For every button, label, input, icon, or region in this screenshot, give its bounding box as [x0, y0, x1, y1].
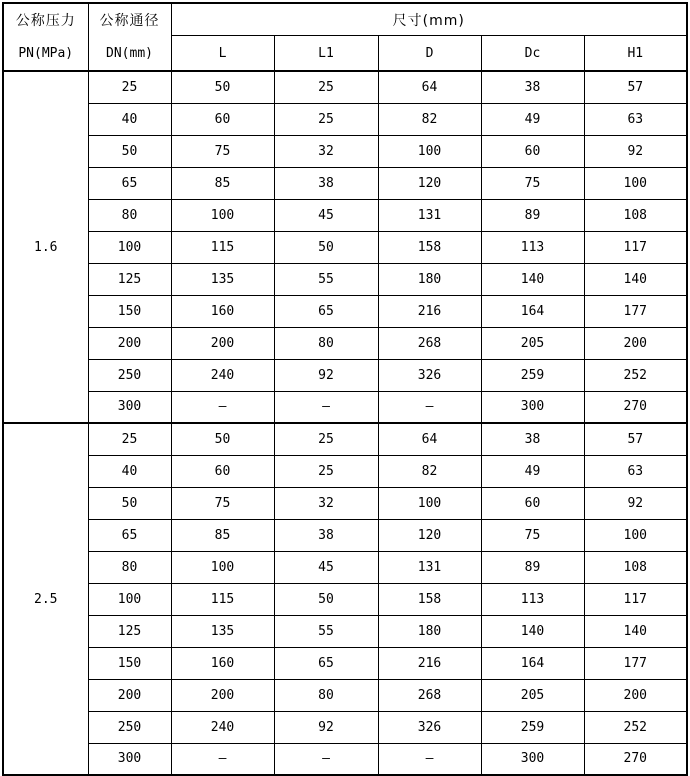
dn-cell: 250 — [88, 359, 171, 391]
dimension-cell: 180 — [378, 615, 481, 647]
table-row — [3, 103, 687, 135]
column-header-H1: H1 — [584, 36, 687, 71]
dimension-cell: 140 — [481, 615, 584, 647]
dimension-cell: 177 — [584, 295, 687, 327]
dn-cell: 65 — [88, 167, 171, 199]
dimension-cell: 45 — [274, 199, 378, 231]
dimension-cell: 80 — [274, 327, 378, 359]
column-header-L: L — [171, 36, 274, 71]
dimension-cell: 131 — [378, 551, 481, 583]
dimension-cell: 75 — [481, 167, 584, 199]
table-row — [3, 391, 687, 423]
dimension-cell: 326 — [378, 711, 481, 743]
dimension-cell: 100 — [171, 199, 274, 231]
dimension-cell: 32 — [274, 135, 378, 167]
dimension-cell: 216 — [378, 295, 481, 327]
dimension-cell: 300 — [481, 743, 584, 775]
pressure-column-header — [3, 3, 88, 71]
dimension-table — [2, 2, 688, 776]
dimension-cell: 38 — [481, 423, 584, 455]
dimension-cell: 60 — [171, 455, 274, 487]
column-header-D: D — [378, 36, 481, 71]
dimension-cell: 205 — [481, 327, 584, 359]
dn-cell: 300 — [88, 743, 171, 775]
dimension-cell: 80 — [274, 679, 378, 711]
dimension-cell: 117 — [584, 231, 687, 263]
dimension-cell: 75 — [481, 519, 584, 551]
dn-cell: 200 — [88, 679, 171, 711]
dimension-cell: 89 — [481, 551, 584, 583]
dimension-cell: 200 — [584, 327, 687, 359]
table-row — [3, 679, 687, 711]
dimension-cell: 177 — [584, 647, 687, 679]
dimension-cell: 100 — [584, 167, 687, 199]
dimension-cell: 240 — [171, 711, 274, 743]
table-row — [3, 359, 687, 391]
dimension-cell: 140 — [481, 263, 584, 295]
dimension-cell: 65 — [274, 647, 378, 679]
table-body — [3, 71, 687, 775]
table-row — [3, 327, 687, 359]
dn-cell: 150 — [88, 295, 171, 327]
table-row — [3, 487, 687, 519]
dimension-cell: 108 — [584, 199, 687, 231]
dimension-cell: 38 — [274, 167, 378, 199]
dimension-cell: 100 — [378, 487, 481, 519]
size-header: 尺寸(mm) — [171, 3, 687, 36]
dimension-cell: 85 — [171, 519, 274, 551]
dimension-cell: 60 — [171, 103, 274, 135]
dn-cell: 300 — [88, 391, 171, 423]
dn-cell: 200 — [88, 327, 171, 359]
dimension-cell: 92 — [274, 711, 378, 743]
dimension-cell: 38 — [481, 71, 584, 103]
dimension-cell: 259 — [481, 359, 584, 391]
dimension-cell: 113 — [481, 583, 584, 615]
dimension-cell: 60 — [481, 487, 584, 519]
dimension-cell: 200 — [584, 679, 687, 711]
pressure-header-title: 公称压力 — [15, 13, 76, 29]
dimension-cell: 25 — [274, 103, 378, 135]
dimension-cell: 49 — [481, 455, 584, 487]
table-row — [3, 615, 687, 647]
dimension-cell: 57 — [584, 71, 687, 103]
pressure-header-unit: PN(MPa) — [18, 45, 74, 61]
dn-cell: 25 — [88, 71, 171, 103]
dn-cell: 80 — [88, 199, 171, 231]
dimension-cell: 32 — [274, 487, 378, 519]
dimension-cell: 64 — [378, 71, 481, 103]
dimension-cell: 50 — [171, 71, 274, 103]
column-header-Dc: Dc — [481, 36, 584, 71]
table-row — [3, 583, 687, 615]
table-row — [3, 551, 687, 583]
dimension-cell: 158 — [378, 583, 481, 615]
pressure-group-cell: 1.6 — [3, 71, 88, 423]
dimension-cell: 49 — [481, 103, 584, 135]
dimension-cell: 268 — [378, 679, 481, 711]
dn-cell: 125 — [88, 615, 171, 647]
dimension-cell: 270 — [584, 391, 687, 423]
table-row — [3, 647, 687, 679]
table-row — [3, 231, 687, 263]
table-row — [3, 71, 687, 103]
dimension-cell: 216 — [378, 647, 481, 679]
dimension-cell: 300 — [481, 391, 584, 423]
table-row — [3, 199, 687, 231]
dimension-cell: 117 — [584, 583, 687, 615]
table-row — [3, 295, 687, 327]
dimension-cell: 60 — [481, 135, 584, 167]
table-row — [3, 455, 687, 487]
dimension-cell: 89 — [481, 199, 584, 231]
dimension-cell: 85 — [171, 167, 274, 199]
table-row — [3, 167, 687, 199]
table-row — [3, 263, 687, 295]
dimension-cell: 50 — [274, 583, 378, 615]
dimension-cell: 100 — [171, 551, 274, 583]
dimension-cell: – — [378, 391, 481, 423]
dimension-cell: 200 — [171, 327, 274, 359]
dimension-cell: 57 — [584, 423, 687, 455]
dimension-cell: 64 — [378, 423, 481, 455]
dimension-cell: 25 — [274, 423, 378, 455]
table-row — [3, 135, 687, 167]
dimension-cell: 82 — [378, 455, 481, 487]
dimension-cell: 113 — [481, 231, 584, 263]
dimension-cell: 160 — [171, 647, 274, 679]
dimension-cell: 25 — [274, 455, 378, 487]
dimension-cell: 164 — [481, 295, 584, 327]
dn-cell: 125 — [88, 263, 171, 295]
dimension-cell: 135 — [171, 263, 274, 295]
dn-cell: 25 — [88, 423, 171, 455]
dimension-cell: 158 — [378, 231, 481, 263]
dimension-cell: 120 — [378, 519, 481, 551]
dn-cell: 150 — [88, 647, 171, 679]
dimension-cell: – — [274, 743, 378, 775]
dimension-cell: 100 — [378, 135, 481, 167]
dimension-cell: 259 — [481, 711, 584, 743]
diameter-column-header — [88, 3, 171, 71]
dimension-cell: 252 — [584, 711, 687, 743]
dimension-cell: 140 — [584, 615, 687, 647]
dimension-cell: 131 — [378, 199, 481, 231]
dn-cell: 50 — [88, 487, 171, 519]
header-row-top — [3, 3, 687, 36]
diameter-header-title: 公称通径 — [99, 13, 160, 29]
dimension-cell: 160 — [171, 295, 274, 327]
dimension-cell: 115 — [171, 583, 274, 615]
dimension-cell: 25 — [274, 71, 378, 103]
dimension-cell: 115 — [171, 231, 274, 263]
dn-cell: 100 — [88, 583, 171, 615]
dimension-cell: 268 — [378, 327, 481, 359]
dimension-cell: 38 — [274, 519, 378, 551]
dn-cell: 80 — [88, 551, 171, 583]
dimension-cell: 120 — [378, 167, 481, 199]
dimension-cell: 75 — [171, 487, 274, 519]
dimension-cell: – — [274, 391, 378, 423]
dn-cell: 50 — [88, 135, 171, 167]
dimension-cell: – — [378, 743, 481, 775]
table-row — [3, 743, 687, 775]
dimension-cell: 135 — [171, 615, 274, 647]
dimension-cell: 50 — [171, 423, 274, 455]
dimension-cell: 200 — [171, 679, 274, 711]
dn-cell: 100 — [88, 231, 171, 263]
table-row — [3, 711, 687, 743]
dimension-cell: 50 — [274, 231, 378, 263]
dimension-cell: – — [171, 391, 274, 423]
dimension-cell: 92 — [584, 487, 687, 519]
dimension-cell: 270 — [584, 743, 687, 775]
dimension-cell: 180 — [378, 263, 481, 295]
dimension-cell: 240 — [171, 359, 274, 391]
dimension-cell: 164 — [481, 647, 584, 679]
dimension-cell: 252 — [584, 359, 687, 391]
dimension-cell: 63 — [584, 103, 687, 135]
table-row — [3, 519, 687, 551]
dn-cell: 40 — [88, 103, 171, 135]
dimension-cell: 55 — [274, 615, 378, 647]
diameter-header-unit: DN(mm) — [106, 45, 153, 61]
dimension-cell: 92 — [584, 135, 687, 167]
dn-cell: 250 — [88, 711, 171, 743]
table-header — [3, 3, 687, 71]
dimension-cell: 326 — [378, 359, 481, 391]
dn-cell: 40 — [88, 455, 171, 487]
dimension-cell: 140 — [584, 263, 687, 295]
dimension-cell: 205 — [481, 679, 584, 711]
dimension-cell: 63 — [584, 455, 687, 487]
dimension-cell: 45 — [274, 551, 378, 583]
pressure-group-cell: 2.5 — [3, 423, 88, 775]
dimension-cell: – — [171, 743, 274, 775]
dimension-cell: 65 — [274, 295, 378, 327]
column-header-L1: L1 — [274, 36, 378, 71]
dimension-cell: 108 — [584, 551, 687, 583]
dimension-cell: 92 — [274, 359, 378, 391]
dimension-cell: 75 — [171, 135, 274, 167]
dimension-cell: 82 — [378, 103, 481, 135]
table-row — [3, 423, 687, 455]
dimension-cell: 100 — [584, 519, 687, 551]
dimension-cell: 55 — [274, 263, 378, 295]
dn-cell: 65 — [88, 519, 171, 551]
